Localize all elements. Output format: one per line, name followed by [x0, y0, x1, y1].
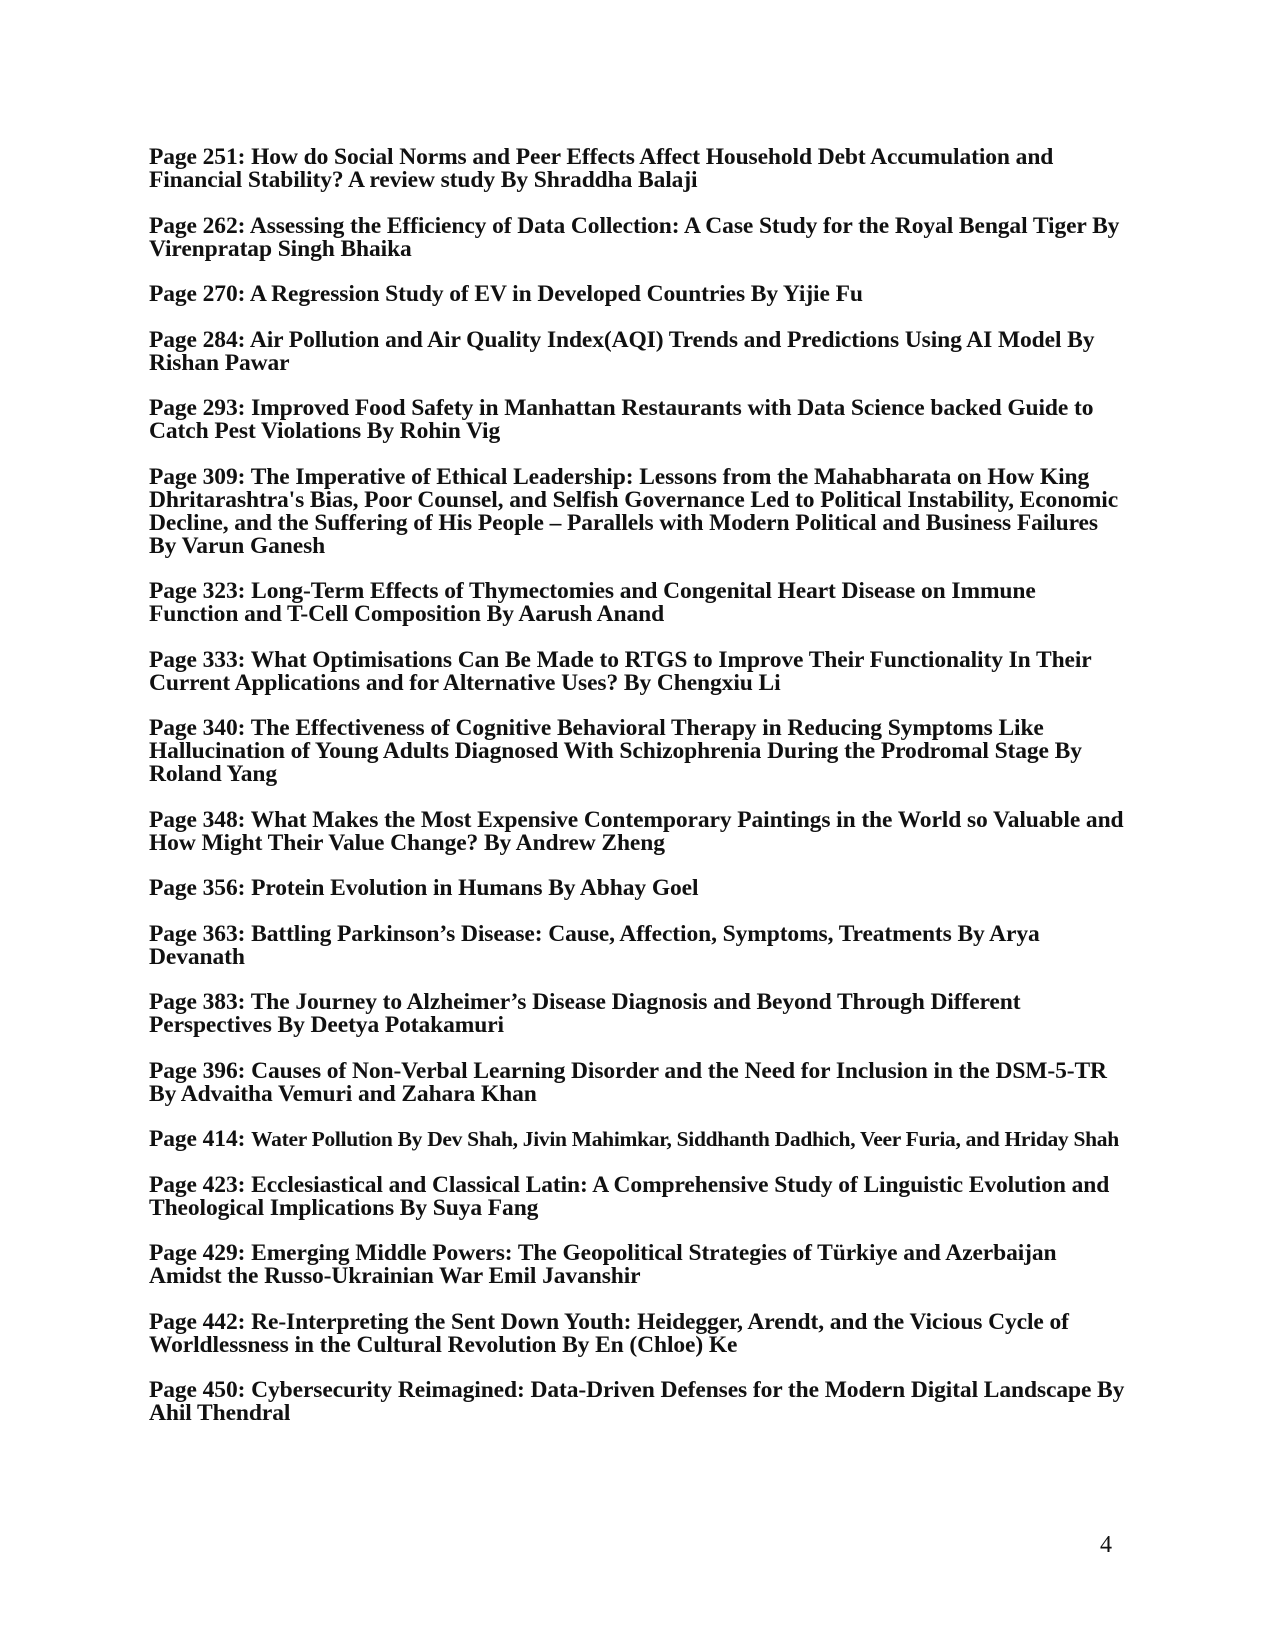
entry-title: How do Social Norms and Peer Effects Affect Household Debt Accumulation and Financial Stability? A review study By Shraddha Balaji: [149, 144, 1054, 193]
entry-title: Long-Term Effects of Thymectomies and Congenital Heart Disease on Immune Function and T-Cell Composition By Aarush Anand: [149, 578, 1036, 627]
entry-title: Ecclesiastical and Classical Latin: A Comprehensive Study of Linguistic Evolution and Theological Implications By Suya Fang: [149, 1171, 1110, 1221]
toc-entry: [149, 1242, 1129, 1288]
entry-page-ref: Page 323:: [149, 578, 246, 604]
entry-title: Emerging Middle Powers: The Geopolitical Strategies of Türkiye and Azerbaijan Amidst the Russo-Ukrainian War Emil Javanshir: [149, 1240, 1057, 1289]
entry-title: Cybersecurity Reimagined: Data-Driven Defenses for the Modern Digital Landscape By Ahil Thendral: [149, 1377, 1125, 1426]
toc-entry: [149, 920, 1129, 970]
entry-page-ref: Page 396:: [149, 1057, 246, 1084]
toc-entry: [149, 991, 1129, 1037]
entry-title: Improved Food Safety in Manhattan Restaurants with Data Science backed Guide to Catch Pest Violations By Rohin Vig: [149, 395, 1094, 444]
entry-page-ref: Page 383:: [149, 989, 246, 1015]
toc-entry: [149, 877, 1129, 900]
toc-entry: [149, 397, 1129, 443]
entry-page-ref: Page 293:: [149, 395, 246, 421]
entry-page-ref: Page 363:: [149, 920, 246, 947]
entry-page-ref: Page 356:: [149, 875, 246, 901]
entry-page-ref: Page 348:: [149, 806, 246, 833]
entry-title: What Optimisations Can Be Made to RTGS to Improve Their Functionality In Their Current Applications and for Alternative Uses? By Chengxiu Li: [149, 646, 1092, 696]
toc-entry: [149, 646, 1129, 696]
entry-title: Air Pollution and Air Quality Index(AQI) Trends and Predictions Using AI Model By Rishan Pawar: [149, 326, 1095, 376]
toc-entry: [149, 326, 1129, 376]
entry-title: What Makes the Most Expensive Contemporary Paintings in the World so Valuable and How Might Their Value Change? By Andrew Zheng: [149, 806, 1124, 856]
entry-page-ref: Page 340:: [149, 715, 246, 741]
entry-title: Re-Interpreting the Sent Down Youth: Heidegger, Arendt, and the Vicious Cycle of Worldlessness in the Cultural Revolution By En (Chloe) Ke: [149, 1308, 1069, 1358]
entry-title: The Effectiveness of Cognitive Behavioral Therapy in Reducing Symptoms Like Hallucination of Young Adults Diagnosed With Schizophrenia During the Prodromal Stage By Roland Yang: [149, 715, 1082, 787]
entry-page-ref: Page 251:: [149, 144, 246, 170]
toc-entry: [149, 212, 1129, 262]
entry-page-ref: Page 284:: [149, 326, 246, 353]
entry-page-ref: Page 423:: [149, 1171, 246, 1198]
entry-title: Causes of Non-Verbal Learning Disorder and the Need for Inclusion in the DSM-5-TR By Advaitha Vemuri and Zahara Khan: [149, 1057, 1107, 1107]
entry-title: The Journey to Alzheimer’s Disease Diagnosis and Beyond Through Different Perspectives By Deetya Potakamuri: [149, 989, 1021, 1038]
entry-title: A Regression Study of EV in Developed Countries By Yijie Fu: [249, 281, 863, 307]
entry-page-ref: Page 262:: [149, 212, 246, 239]
toc-entry: [149, 1308, 1129, 1358]
entry-page-ref: Page 414:: [149, 1126, 246, 1152]
entry-page-ref: Page 442:: [149, 1308, 246, 1335]
toc-entry: [149, 806, 1129, 856]
toc-entry: [149, 1379, 1129, 1425]
entry-page-ref: Page 429:: [149, 1240, 246, 1266]
toc-entry: [149, 283, 1129, 306]
entry-page-ref: Page 270:: [149, 281, 246, 307]
toc-entry: [149, 717, 1129, 786]
toc-entry: [149, 146, 1129, 192]
entry-page-ref: Page 309:: [149, 463, 246, 490]
toc-entry: [149, 580, 1129, 626]
table-of-contents: [149, 146, 1129, 1448]
toc-entry: [149, 1128, 1129, 1151]
toc-entry: [149, 463, 1129, 559]
page-number: 4: [1100, 1532, 1112, 1558]
toc-entry: [149, 1171, 1129, 1221]
toc-entry: [149, 1057, 1129, 1107]
entry-page-ref: Page 333:: [149, 646, 246, 673]
entry-title: Water Pollution By Dev Shah, Jivin Mahimkar, Siddhanth Dadhich, Veer Furia, and Hriday Shah: [251, 1127, 1119, 1151]
entry-title: Protein Evolution in Humans By Abhay Goel: [251, 875, 699, 901]
entry-title: Assessing the Efficiency of Data Collection: A Case Study for the Royal Bengal Tiger By Virenpratap Singh Bhaika: [149, 212, 1120, 262]
entry-title: The Imperative of Ethical Leadership: Lessons from the Mahabharata on How King Dhritarashtra's Bias, Poor Counsel, and Selfish Governance Led to Political Instability, Economic Decline, and the Suffering of His People – Parallels with Modern Political and Business Failures By Varun Ganesh: [149, 463, 1119, 559]
entry-title: Battling Parkinson’s Disease: Cause, Affection, Symptoms, Treatments By Arya Devanath: [149, 920, 1040, 970]
entry-page-ref: Page 450:: [149, 1377, 246, 1403]
